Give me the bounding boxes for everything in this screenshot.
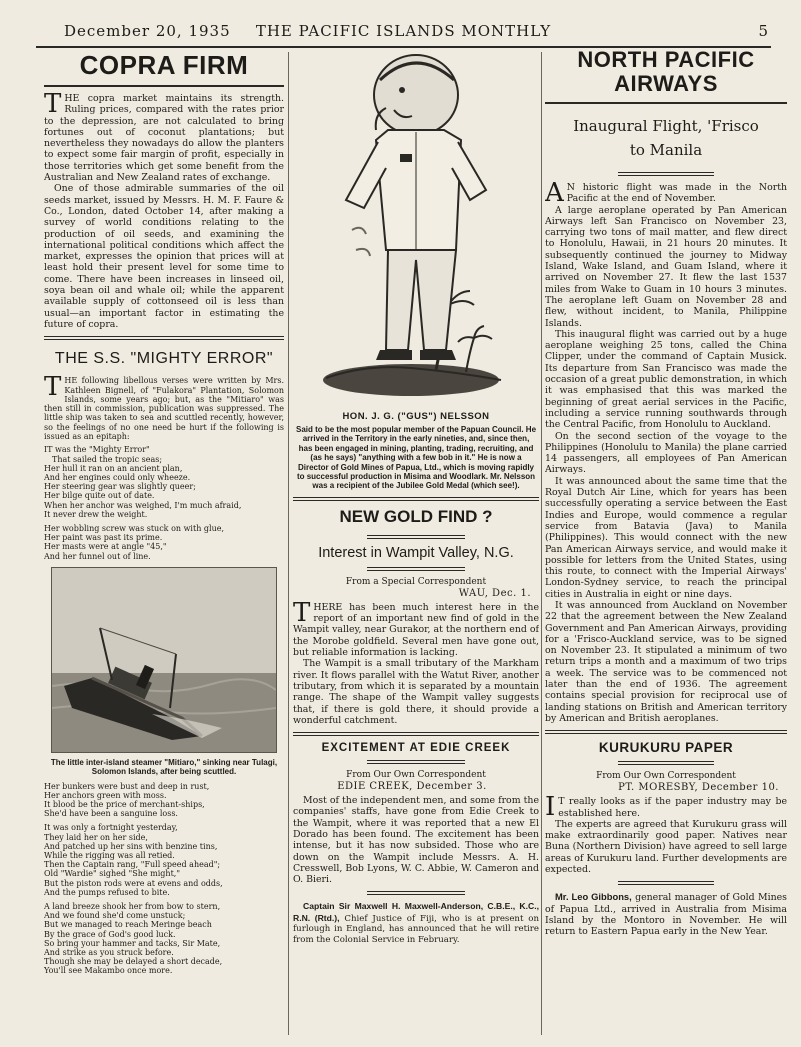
gold-dateline: WAU, Dec. 1. xyxy=(458,587,531,599)
poem-line: You'll see Makambo once more. xyxy=(44,966,173,976)
airways-subheading-line: Inaugural Flight, 'Frisco xyxy=(573,117,759,135)
airways-paragraph: A large aeroplane operated by Pan American Airways left San Francisco on November 23, carrying two tons of mail matter, and flew direct to Honolulu, Hawaii, in 21 hours 20 minutes. It subsequently continued the journey to Midway Island, Wake Island, and Guam Island, where it arrived on November 27. It flew the last 1537 miles from Wake to Guam in 10 hours 3 minutes. The aeroplane left Guam on November 28 and flew, without incident, to Manila, Philippine Islands. xyxy=(545,204,787,329)
poem-line: And her engines could only wheeze. xyxy=(44,472,191,482)
section-divider xyxy=(367,891,465,895)
section-divider xyxy=(618,172,715,176)
column-divider xyxy=(288,52,289,1035)
gibbons-item xyxy=(545,891,787,937)
poem-line: Though she may be delayed a short decade, xyxy=(44,957,223,967)
poem-line: Her bunkers were bust and deep in rust, xyxy=(44,781,210,791)
cartoon-label: HON. J. G. ("GUS") NELSSON xyxy=(342,411,490,422)
poem-line: When her anchor was weighed, I'm much afraid, xyxy=(44,500,242,510)
poem-line: But the piston rods were at evens and odds, xyxy=(44,878,223,888)
poem-line: A land breeze shook her from bow to stern, xyxy=(44,902,221,911)
column-middle xyxy=(293,50,539,1039)
section-divider xyxy=(618,761,715,765)
gold-paragraph: The Wampit is a small tributary of the Markham river. It flows parallel with the Watut River, another tributary, from which it is separated by a mountain range. The shape of the Wampit valley suggests that, if there is gold there, it should provide a wonderful catchment. xyxy=(293,658,539,726)
poem-stanza xyxy=(44,524,284,561)
poem-line: Her anchors green with moss. xyxy=(44,790,167,800)
gold-paragraph: THERE has been much interest here in the report of an important new find of gold in the Wampit valley, near Gurakor, at the northern end of the Morobe goldfield. Several men have gone out, but reliable information is lacking. xyxy=(293,597,539,659)
poem-line: IT was the "Mighty Error" xyxy=(44,445,150,455)
gibbons-name: Mr. Leo Gibbons, xyxy=(555,891,632,903)
airways-heading-line: NORTH PACIFIC xyxy=(577,50,755,72)
copra-heading: COPRA FIRM xyxy=(79,50,249,80)
gold-article xyxy=(293,597,539,726)
section-divider xyxy=(293,732,539,736)
airways-paragraph: It was announced from Auckland on November 22 that the agreement between the New Zealand Government and Pan American Airways, providing for a 'Frisco-Auckland service, was to be signed on November 23. It stipulated a minimum of two return trips a month and a maximum of two trips a week. The service was to be commenced not later than the end of 1936. The agreement contains special provision for reciprocal use of landing stations on British and American territory by American and British aeroplanes. xyxy=(545,599,787,724)
poem-line: And patched up her sins with benzine tins, xyxy=(44,841,218,851)
poem-line: By the grace of God's good luck. xyxy=(44,929,176,939)
edie-dateline: EDIE CREEK, December 3. xyxy=(337,781,487,793)
copra-article xyxy=(44,89,284,330)
edie-creek-heading: EXCITEMENT AT EDIE CREEK xyxy=(321,742,511,755)
kurukuru-paragraph: The experts are agreed that Kurukuru grass will make extraordinarily good paper. Natives near Buna (Northern Division) have agreed to sell large areas of Kurukuru land. Further developments are expected. xyxy=(545,818,787,876)
poem-line: It was only a fortnight yesterday, xyxy=(44,823,178,833)
issue-date: December 20, 1935 xyxy=(64,22,231,40)
kurukuru-dateline: PT. MORESBY, December 10. xyxy=(618,782,779,794)
poem-stanza xyxy=(44,782,284,819)
heading-rule xyxy=(44,85,284,87)
kurukuru-correspondent: From Our Own Correspondent xyxy=(596,771,736,782)
airways-subheading-line: to Manila xyxy=(629,141,703,159)
poem-stanza xyxy=(44,823,284,897)
poem-line: Then the Captain rang, "Full speed ahead"; xyxy=(44,860,221,870)
airways-paragraph: On the second section of the voyage to the Philippines (Honolulu to Manila) the plane carried 14 passengers, all employees of Pan American Airways. xyxy=(545,430,787,476)
poem-line: They laid her on her side, xyxy=(44,832,148,842)
airways-paragraph: This inaugural flight was carried out by a huge aeroplane weighing 25 tons, called the China Clipper, under the command of Captain Musick. Its departure from San Francisco was made the occasion of a great public demonstration, in which it was emphasised that this was marked the beginning of great aerial services in the Pacific, including a service running southwards through the Central Pacific, from Honolulu to Auckland. xyxy=(545,328,787,431)
poem-line: That sailed the tropic seas; xyxy=(52,454,163,464)
mighty-error-heading: THE S.S. "MIGHTY ERROR" xyxy=(54,350,274,368)
poem-line: Her hull it ran on an ancient plan, xyxy=(44,463,183,473)
section-divider xyxy=(367,760,465,764)
mighty-error-intro: THE following libellous verses were written by Mrs. Kathleen Bignell, of "Fulakora" Plantation, Solomon Islands, some years ago; but, as the "Mitiaro" was then still in commission, publication was suppressed. The little ship was taken to sea and scuttled recently, however, so the feelings of no one need be hurt if the following is issued as an epitaph: xyxy=(44,372,284,442)
poem-line: Her masts were at angle "45," xyxy=(44,542,167,552)
edie-paragraph: Most of the independent men, and some from the companies' staffs, have gone from Edie Creek to the Wampit, where it was reported that a new El Dorado has been found. The excitement has been intense, but it has now subsided. Those who are down on the Wampit include Messrs. A. H. Cresswell, Bob Lyons, W. C. Abbie, W. Cameron and O. Bieri. xyxy=(293,795,539,886)
poem-line: While the rigging was all retied. xyxy=(44,850,175,860)
poem-line: And we found she'd come unstuck; xyxy=(44,911,186,921)
poem-line: Old "Wardie" sighed "She might," xyxy=(44,869,180,879)
kurukuru-article xyxy=(545,792,787,876)
copra-paragraph: One of those admirable summaries of the oil seeds market, issued by Messrs. H. M. F. Faure & Co., London, dated October 14, after making a survey of world conditions relating to the production of oil seeds, and examining the international political conditions which affect the market, expresses the opinion that prices will at least hold their present level for some time to come. There have been increases in linseed oil, soya bean oil and whale oil; while the apparent available supply of cottonseed oil is less than usual—an important factor in estimating the future of copra. xyxy=(44,183,284,330)
poem-line: And the pumps refused to bite. xyxy=(44,887,170,897)
poem-line: But we managed to reach Meringe beach xyxy=(44,920,212,930)
column-left xyxy=(44,50,284,1039)
copra-paragraph: THE copra market maintains its strength. Ruling prices, compared with the rates prior to the depression, are not calculated to bring fortunes out of coconut plantations; but nevertheless they nowadays do allow the planters to expect some fair margin of profit, especially in those territories which get some benefit from the Australian and New Zealand rates of exchange. xyxy=(44,89,284,184)
airways-article xyxy=(545,178,787,724)
airways-heading xyxy=(545,50,787,96)
airways-paragraph: AN historic flight was made in the North Pacific at the end of November. xyxy=(545,178,787,208)
nelsson-cartoon xyxy=(316,50,516,405)
mitiaro-photo xyxy=(51,567,277,753)
poem-line: Her bilge quite out of date. xyxy=(44,491,155,501)
column-right xyxy=(545,50,787,1039)
kurukuru-paragraph: IT really looks as if the paper industry may be established here. xyxy=(545,792,787,823)
poem-line: And strike as you struck before. xyxy=(44,948,174,958)
cartoon-caption: Said to be the most popular member of the Papuan Council. He arrived in the Territory in the early nineties, and, since then, has been engaged in mining, planting, trading, recruiting, and (as he says) "anything with a few bob in it." He is now a Director of Gold Mines of Papua, Ltd., which is moving rapidly to successful production in Misima and Woodlark. Mr. Nelsson was a recipient of the Jubilee Gold Medal (which see!). xyxy=(295,425,537,491)
poem-line: It never drew the weight. xyxy=(44,509,148,519)
poem-continued xyxy=(44,782,284,976)
gold-find-subheading: Interest in Wampit Valley, N.G. xyxy=(318,544,514,561)
airways-heading-line: AIRWAYS xyxy=(614,71,718,96)
poem-line: Her wobbling screw was stuck on with glue, xyxy=(44,523,224,533)
maxwell-name: Captain Sir Maxwell H. Maxwell-Anderson, C.B.E., K.C., R.N. (Rtd.), xyxy=(293,901,539,923)
section-divider xyxy=(367,567,465,571)
poem-line: It blood be the price of merchant-ships, xyxy=(44,799,205,809)
edie-article xyxy=(293,795,539,885)
publication-title: THE PACIFIC ISLANDS MONTHLY xyxy=(255,22,552,40)
caricature-illustration xyxy=(316,50,516,405)
poem-line: Her paint was past its prime. xyxy=(44,533,163,543)
photo-caption: The little inter-island steamer "Mitiaro," sinking near Tulagi, Solomon Islands, after being scuttled. xyxy=(50,757,278,777)
kurukuru-heading: KURUKURU PAPER xyxy=(598,740,734,756)
section-divider xyxy=(618,881,715,885)
poem-line: And her funnel out of line. xyxy=(44,551,151,561)
gold-find-heading: NEW GOLD FIND ? xyxy=(339,506,493,526)
airways-paragraph: It was announced about the same time that the Royal Dutch Air Line, which for years has been successfully operating a service between the East Indies and Europe, would commence a regular service from Batavia (Java) to Manila (Philippines). This would connect with the new Pan American Airways service, and would make it possible for letters from the United States, using this route, to connect with the Imperial Airways' London-Sydney service, to reach the principal cities in Australia in eight or nine days. xyxy=(545,475,787,600)
gold-correspondent: From a Special Correspondent xyxy=(345,576,487,587)
section-divider xyxy=(545,730,787,734)
poem-line: So bring your hammer and tacks, Sir Mate, xyxy=(44,938,221,948)
page-number: 5 xyxy=(758,22,769,40)
poem-line: Her steering gear was slightly queer; xyxy=(44,482,196,492)
maxwell-item xyxy=(293,901,539,945)
gibbons-text: general manager of Gold Mines of Papua Ltd., arrived in Australia from Misima Island by the Montoro in November. He will return to Eastern Papua early in the New Year. xyxy=(545,892,787,938)
sinking-ship-illustration xyxy=(52,568,276,752)
poem-stanza xyxy=(44,902,284,976)
section-divider xyxy=(293,497,539,501)
poem xyxy=(44,445,284,560)
poem-stanza xyxy=(44,445,284,519)
poem-line: She'd have been a sanguine loss. xyxy=(44,809,178,819)
airways-subheading xyxy=(545,114,787,162)
edie-correspondent: From Our Own Correspondent xyxy=(346,770,486,781)
maxwell-text: Chief Justice of Fiji, who is at present on furlough in England, has announced that he will retire from the Colonial Service in February. xyxy=(293,913,539,945)
section-divider xyxy=(44,336,284,340)
column-divider xyxy=(541,52,542,1035)
masthead xyxy=(36,18,771,48)
heading-rule xyxy=(545,102,787,104)
section-divider xyxy=(367,535,465,539)
